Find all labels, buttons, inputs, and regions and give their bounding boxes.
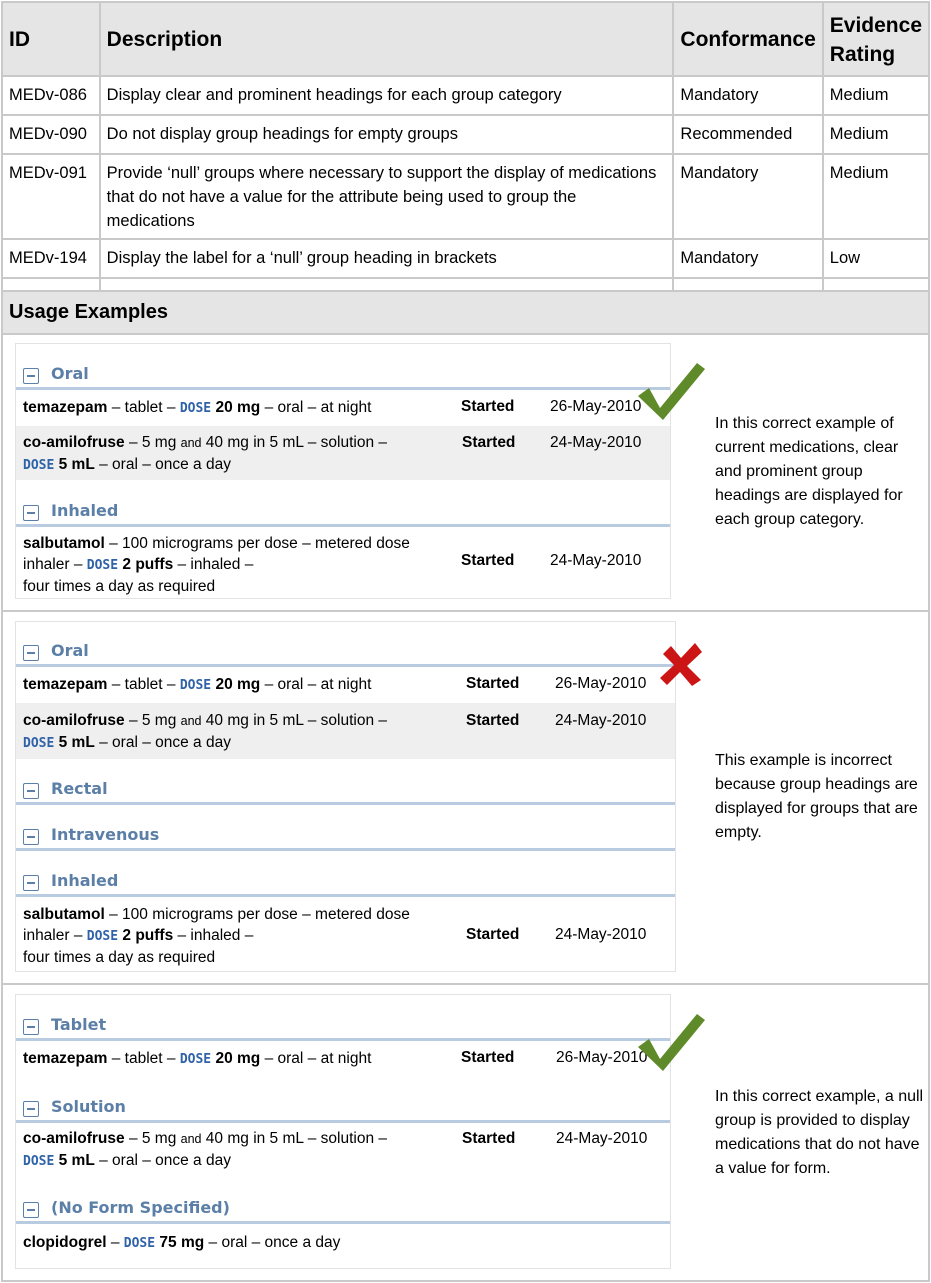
start-date: 24-May-2010 (550, 552, 642, 569)
group-heading-solution[interactable] (16, 1087, 670, 1123)
collapse-icon[interactable] (23, 875, 39, 891)
status-label: Started (466, 712, 520, 729)
collapse-icon[interactable] (23, 783, 39, 799)
group-heading-inhaled[interactable] (16, 491, 670, 527)
medication-row-salbutamol[interactable] (16, 901, 675, 971)
group-heading-label: Oral (51, 641, 89, 660)
row-conformance: Mandatory (673, 76, 822, 115)
group-heading-oral[interactable] (16, 631, 675, 667)
usage-example-2 (1, 612, 930, 985)
example-note: In this correct example, a null group is provided to display medications that do not have a value for form. (715, 1088, 924, 1177)
collapse-icon[interactable] (23, 505, 39, 521)
example-note: In this correct example of current medications, clear and prominent group headings are displayed for each group category. (715, 415, 903, 528)
medication-text: temazepam – tablet – DOSE 20 mg – oral – at night (23, 399, 372, 416)
group-heading-label: Solution (51, 1097, 126, 1116)
row-description: Display clear and prominent headings for each group category (100, 76, 674, 115)
medication-row-co-amilofruse[interactable] (16, 426, 670, 480)
row-evidence: Medium (823, 154, 929, 239)
group-heading-label: (No Form Specified) (51, 1198, 230, 1217)
row-description: Do not display group headings for empty groups (100, 115, 674, 154)
medication-row-salbutamol[interactable] (16, 530, 670, 598)
dose-label: DOSE (23, 1154, 55, 1169)
group-heading-rectal[interactable] (16, 769, 675, 805)
start-date: 24-May-2010 (555, 926, 647, 943)
table-row (2, 115, 929, 154)
usage-example-1 (1, 334, 930, 612)
start-date: 24-May-2010 (550, 434, 642, 451)
collapse-icon[interactable] (23, 1202, 39, 1218)
header-id: ID (2, 2, 100, 76)
group-heading-label: Tablet (51, 1015, 107, 1034)
dose-label: DOSE (179, 401, 212, 416)
row-id: MEDv-194 (2, 239, 100, 278)
table-row (2, 76, 929, 115)
row-id: MEDv-090 (2, 115, 100, 154)
check-icon (635, 360, 707, 424)
group-heading-oral[interactable] (16, 354, 670, 390)
table-row (2, 239, 929, 278)
row-id: MEDv-086 (2, 76, 100, 115)
medication-row-temazepam[interactable] (16, 1041, 670, 1079)
medication-text: temazepam – tablet – DOSE 20 mg – oral – at night (23, 676, 372, 693)
medication-row-co-amilofruse[interactable] (16, 1125, 670, 1181)
collapse-icon[interactable] (23, 829, 39, 845)
example-note: This example is incorrect because group headings are displayed for groups that are empty. (715, 752, 918, 841)
medication-text: salbutamol – 100 micrograms per dose – metered dose inhaler – DOSE 2 puffs – inhaled – four times a day as required (23, 535, 410, 595)
row-conformance: Mandatory (673, 239, 822, 278)
check-icon (635, 1011, 707, 1075)
group-heading-label: Intravenous (51, 825, 160, 844)
medication-text: clopidogrel – DOSE 75 mg – oral – once a day (23, 1234, 341, 1251)
group-heading-no-form-specified[interactable] (16, 1188, 670, 1224)
collapse-icon[interactable] (23, 1101, 39, 1117)
row-conformance: Recommended (673, 115, 822, 154)
collapse-icon[interactable] (23, 645, 39, 661)
header-evidence-rating: Evidence Rating (823, 2, 929, 76)
row-description: Display the label for a ‘null’ group heading in brackets (100, 239, 674, 278)
group-heading-inhaled[interactable] (16, 861, 675, 897)
cross-icon (657, 640, 705, 688)
medication-row-temazepam[interactable] (16, 667, 675, 703)
status-label: Started (461, 552, 515, 569)
status-label: Started (461, 1049, 515, 1066)
dose-label: DOSE (86, 929, 119, 944)
status-label: Started (466, 675, 520, 692)
start-date: 24-May-2010 (556, 1130, 648, 1147)
dose-label: DOSE (23, 736, 55, 751)
header-description: Description (100, 2, 674, 76)
status-label: Started (462, 434, 516, 451)
medication-list-panel (15, 343, 671, 599)
medication-list-panel (15, 621, 676, 972)
medication-row-temazepam[interactable] (16, 390, 670, 426)
row-id: MEDv-091 (2, 154, 100, 239)
usage-examples-heading: Usage Examples (1, 290, 930, 335)
collapse-icon[interactable] (23, 368, 39, 384)
status-label: Started (461, 398, 515, 415)
group-heading-label: Inhaled (51, 501, 119, 520)
dose-label: DOSE (179, 678, 212, 693)
start-date: 26-May-2010 (550, 398, 642, 415)
medication-text: salbutamol – 100 micrograms per dose – metered dose inhaler – DOSE 2 puffs – inhaled – four times a day as required (23, 906, 410, 966)
table-header-row (2, 2, 929, 76)
dose-label: DOSE (86, 558, 119, 573)
row-conformance: Mandatory (673, 154, 822, 239)
medication-text: co-amilofruse – 5 mg and 40 mg in 5 mL – solution – DOSE 5 mL – oral – once a day (23, 1130, 388, 1169)
medication-text: co-amilofruse – 5 mg and 40 mg in 5 mL – solution – DOSE 5 mL – oral – once a day (23, 712, 388, 751)
group-heading-label: Inhaled (51, 871, 119, 890)
group-heading-label: Rectal (51, 779, 108, 798)
row-description: Provide ‘null’ groups where necessary to support the display of medications that do not have a value for the attribute being used to group the medications (100, 154, 674, 239)
medication-text: co-amilofruse – 5 mg and 40 mg in 5 mL – solution – DOSE 5 mL – oral – once a day (23, 434, 388, 473)
start-date: 24-May-2010 (555, 712, 647, 729)
row-evidence: Medium (823, 115, 929, 154)
dose-label: DOSE (23, 458, 55, 473)
table-row (2, 154, 929, 239)
group-heading-intravenous[interactable] (16, 815, 675, 851)
dose-label: DOSE (179, 1052, 212, 1067)
group-heading-tablet[interactable] (16, 1005, 670, 1041)
start-date: 26-May-2010 (555, 675, 647, 692)
row-evidence: Medium (823, 76, 929, 115)
header-conformance: Conformance (673, 2, 822, 76)
collapse-icon[interactable] (23, 1019, 39, 1035)
start-date: 26-May-2010 (556, 1049, 648, 1066)
medication-row-clopidogrel[interactable] (16, 1227, 670, 1263)
medication-list-panel (15, 994, 671, 1269)
row-evidence: Low (823, 239, 929, 278)
requirements-table (1, 1, 930, 317)
medication-row-co-amilofruse[interactable] (16, 703, 675, 759)
status-label: Started (466, 926, 520, 943)
group-heading-label: Oral (51, 364, 89, 383)
usage-example-3 (1, 985, 930, 1282)
dose-label: DOSE (123, 1236, 156, 1251)
status-label: Started (462, 1130, 516, 1147)
medication-text: temazepam – tablet – DOSE 20 mg – oral – at night (23, 1050, 372, 1067)
